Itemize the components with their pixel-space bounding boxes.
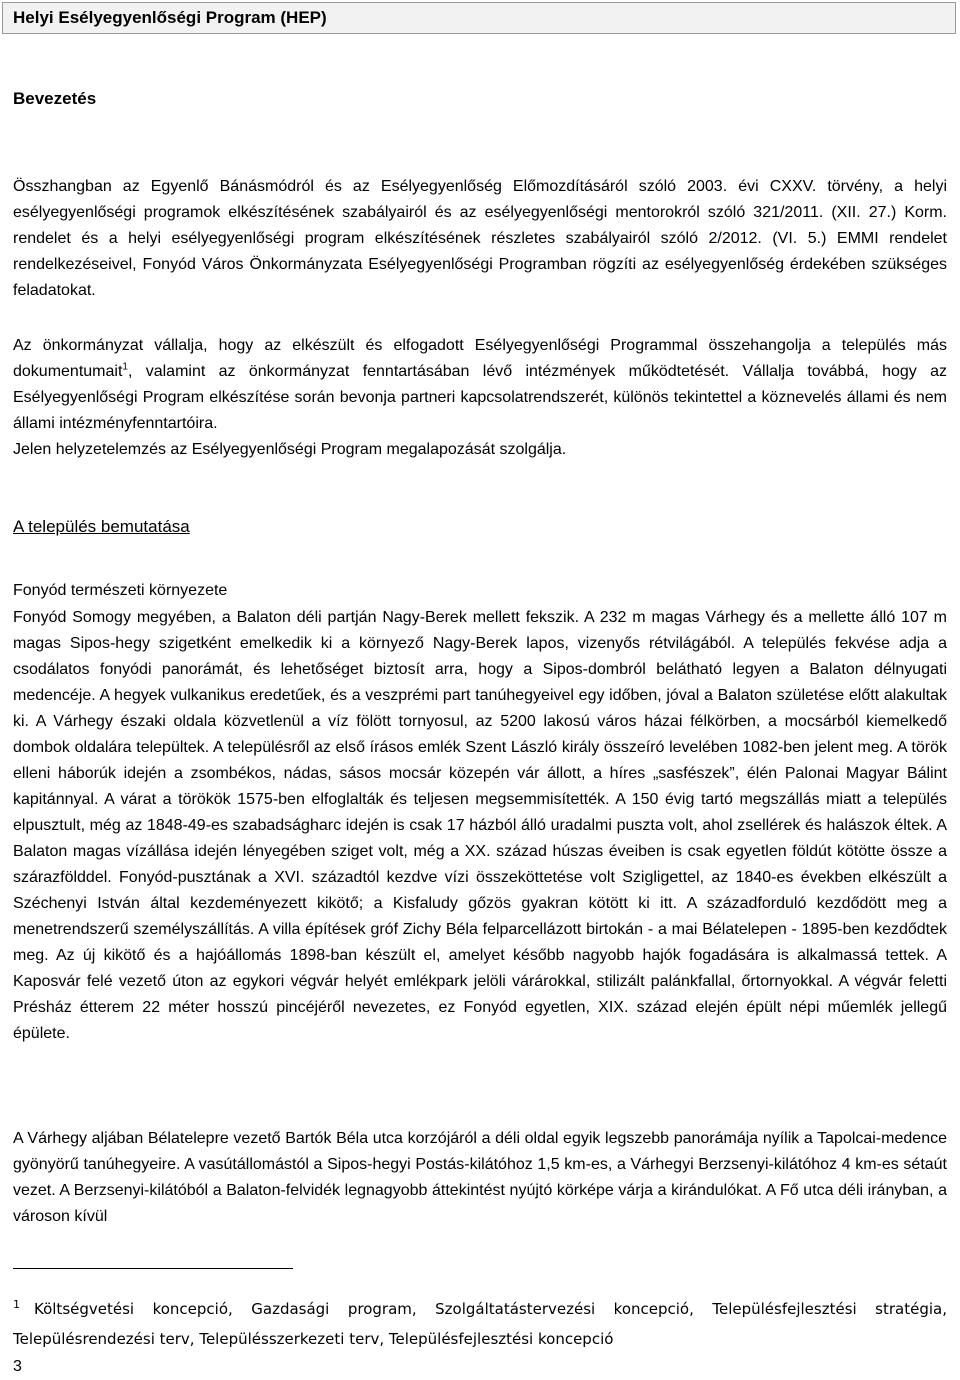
document-title: Helyi Esélyegyenlőségi Program (HEP) <box>13 8 327 27</box>
intro-paragraph-2 <box>13 333 947 437</box>
intro-heading: Bevezetés <box>13 89 97 108</box>
intro-paragraph-1: Összhangban az Egyenlő Bánásmódról és az Esélyegyenlőség Előmozdításáról szóló 2003. évi CXXV. törvény, a helyi esélyegyenlőségi programok elkészítésének szabályairól és az esélyegyenlőségi mentorokról szóló 321/2011. (XII. 27.) Korm. rendelet és a helyi esélyegyenlőségi program elkészítésének részletes szabályairól szóló 2/2012. (VI. 5.) EMMI rendelet rendelkezéseivel, Fonyód Város Önkormányzata Esélyegyenlőségi Programban rögzíti az esélyegyenlőség érdekében szükséges feladatokat. <box>13 178 947 299</box>
header-box <box>2 2 956 34</box>
footnote-number: 1 <box>13 1298 20 1311</box>
footnote-text: Költségvetési koncepció, Gazdasági program, Szolgáltatástervezési koncepció, Településfejlesztési stratégia, Településrendezési terv, Településszerkezeti terv, Településfejlesztési koncepció <box>13 1300 947 1348</box>
section-paragraph-2: A Várhegy aljában Bélatelepre vezető Bartók Béla utca korzójáról a déli oldal egyik legszebb panorámája nyílik a Tapolcai-medence gyönyörű tanúhegyeire. A vasútállomástól a Sipos-hegyi Postás-kilátóhoz 1,5 km-es, a Várhegyi Berzsenyi-kilátóhoz 4 km-es sétaút vezet. A Berzsenyi-kilátóból a Balaton-felvidék legnagyobb áttekintést nyújtó körképe várja a kirándulókat. A Fő utca déli irányban, a városon kívül <box>13 1130 947 1225</box>
footnote-marker: 1 <box>122 361 128 373</box>
section-paragraph: Fonyód Somogy megyében, a Balaton déli partján Nagy-Berek mellett fekszik. A 232 m magas Várhegy és a mellette álló 107 m magas Sipos-hegy szigetként emelkedik ki a környező Nagy-Berek lapos, vizenyős rétvilágából. A település fekvése adja a csodálatos fonyódi panorámát, és lehetőséget biztosít arra, hogy a Sipos-dombról belátható legyen a Balaton délnyugati medencéje. A hegyek vulkanikus eredetűek, és a veszprémi part tanúhegyeivel egy időben, jóval a Balaton születése előtt alakultak ki. A Várhegy északi oldala közvetlenül a víz fölött tornyosul, az 5200 lakosú város házai félkörben, a mocsárból kiemelkedő dombok oldalára települtek. A településről az első írásos emlék Szent László király összeíró levelében 1082-ben jelent meg. A török elleni háborúk idején a zsombékos, nádas, sásos mocsár közepén vár állott, a híres „sasfészek”, élén Palonai Magyar Bálint kapitánnyal. A várat a törökök 1575-ben elfoglalták és teljesen megsemmisítették. A 150 évig tartó megszállás miatt a település elpusztult, még az 1848-49-es szabadságharc idején is csak 17 házból álló uradalmi puszta volt, ahol zsellérek és halászok éltek. A Balaton magas vízállása idején lényegében sziget volt, még a XX. század húszas éveiben is csak egyetlen földút kötötte össze a szárazfölddel. Fonyód-pusztának a XVI. századtól kezdve vízi összeköttetése volt Szigligettel, az 1840-es években elkészült a Széchenyi István által kezdeményezett kikötő; a Kisfaludy gőzös gyakran kötött ki itt. A századforduló kezdődött meg a menetrendszerű személyszállítás. A villa építések gróf Zichy Béla felparcellázott birtokán - a mai Bélatelepen - 1895-ben kezdődtek meg. Az új kikötő és a hajóállomás 1898-ban készült el, amelyet később nagyobb hajók fogadására is alkalmassá tettek. A Kaposvár felé vezető úton az egykori végvár helyét emlékpark jelöli várárokkal, stilizált palánkfallal, őrtornyokkal. A végvár feletti Présház étterem 22 méter hosszú pincéjéről nevezetes, ez Fonyód egyetlen, XIX. század elején épült népi műemlék jellegű épülete. <box>13 609 947 1042</box>
footnote-divider <box>13 1268 293 1269</box>
footnote <box>13 1294 947 1354</box>
page-number: 3 <box>13 1358 22 1375</box>
intro-paragraph-3: Jelen helyzetelemzés az Esélyegyenlőségi Program megalapozását szolgálja. <box>13 441 567 458</box>
section-subtitle: Fonyód természeti környezete <box>13 582 228 599</box>
intro-paragraph-2-part-b: , valamint az önkormányzat fenntartásában lévő intézmények működtetését. Vállalja továbbá, hogy az Esélyegyenlőségi Program elkészítése során bevonja partneri kapcsolatrendszerét, különös tekintettel a köznevelés állami és nem állami intézményfenntartóira. <box>13 363 947 432</box>
intro-paragraph-2-part-a: Az önkormányzat vállalja, hogy az elkészült és elfogadott Esélyegyenlőségi Programmal összehangolja a település más dokumentumait <box>13 337 947 380</box>
section-title: A település bemutatása <box>13 517 190 536</box>
